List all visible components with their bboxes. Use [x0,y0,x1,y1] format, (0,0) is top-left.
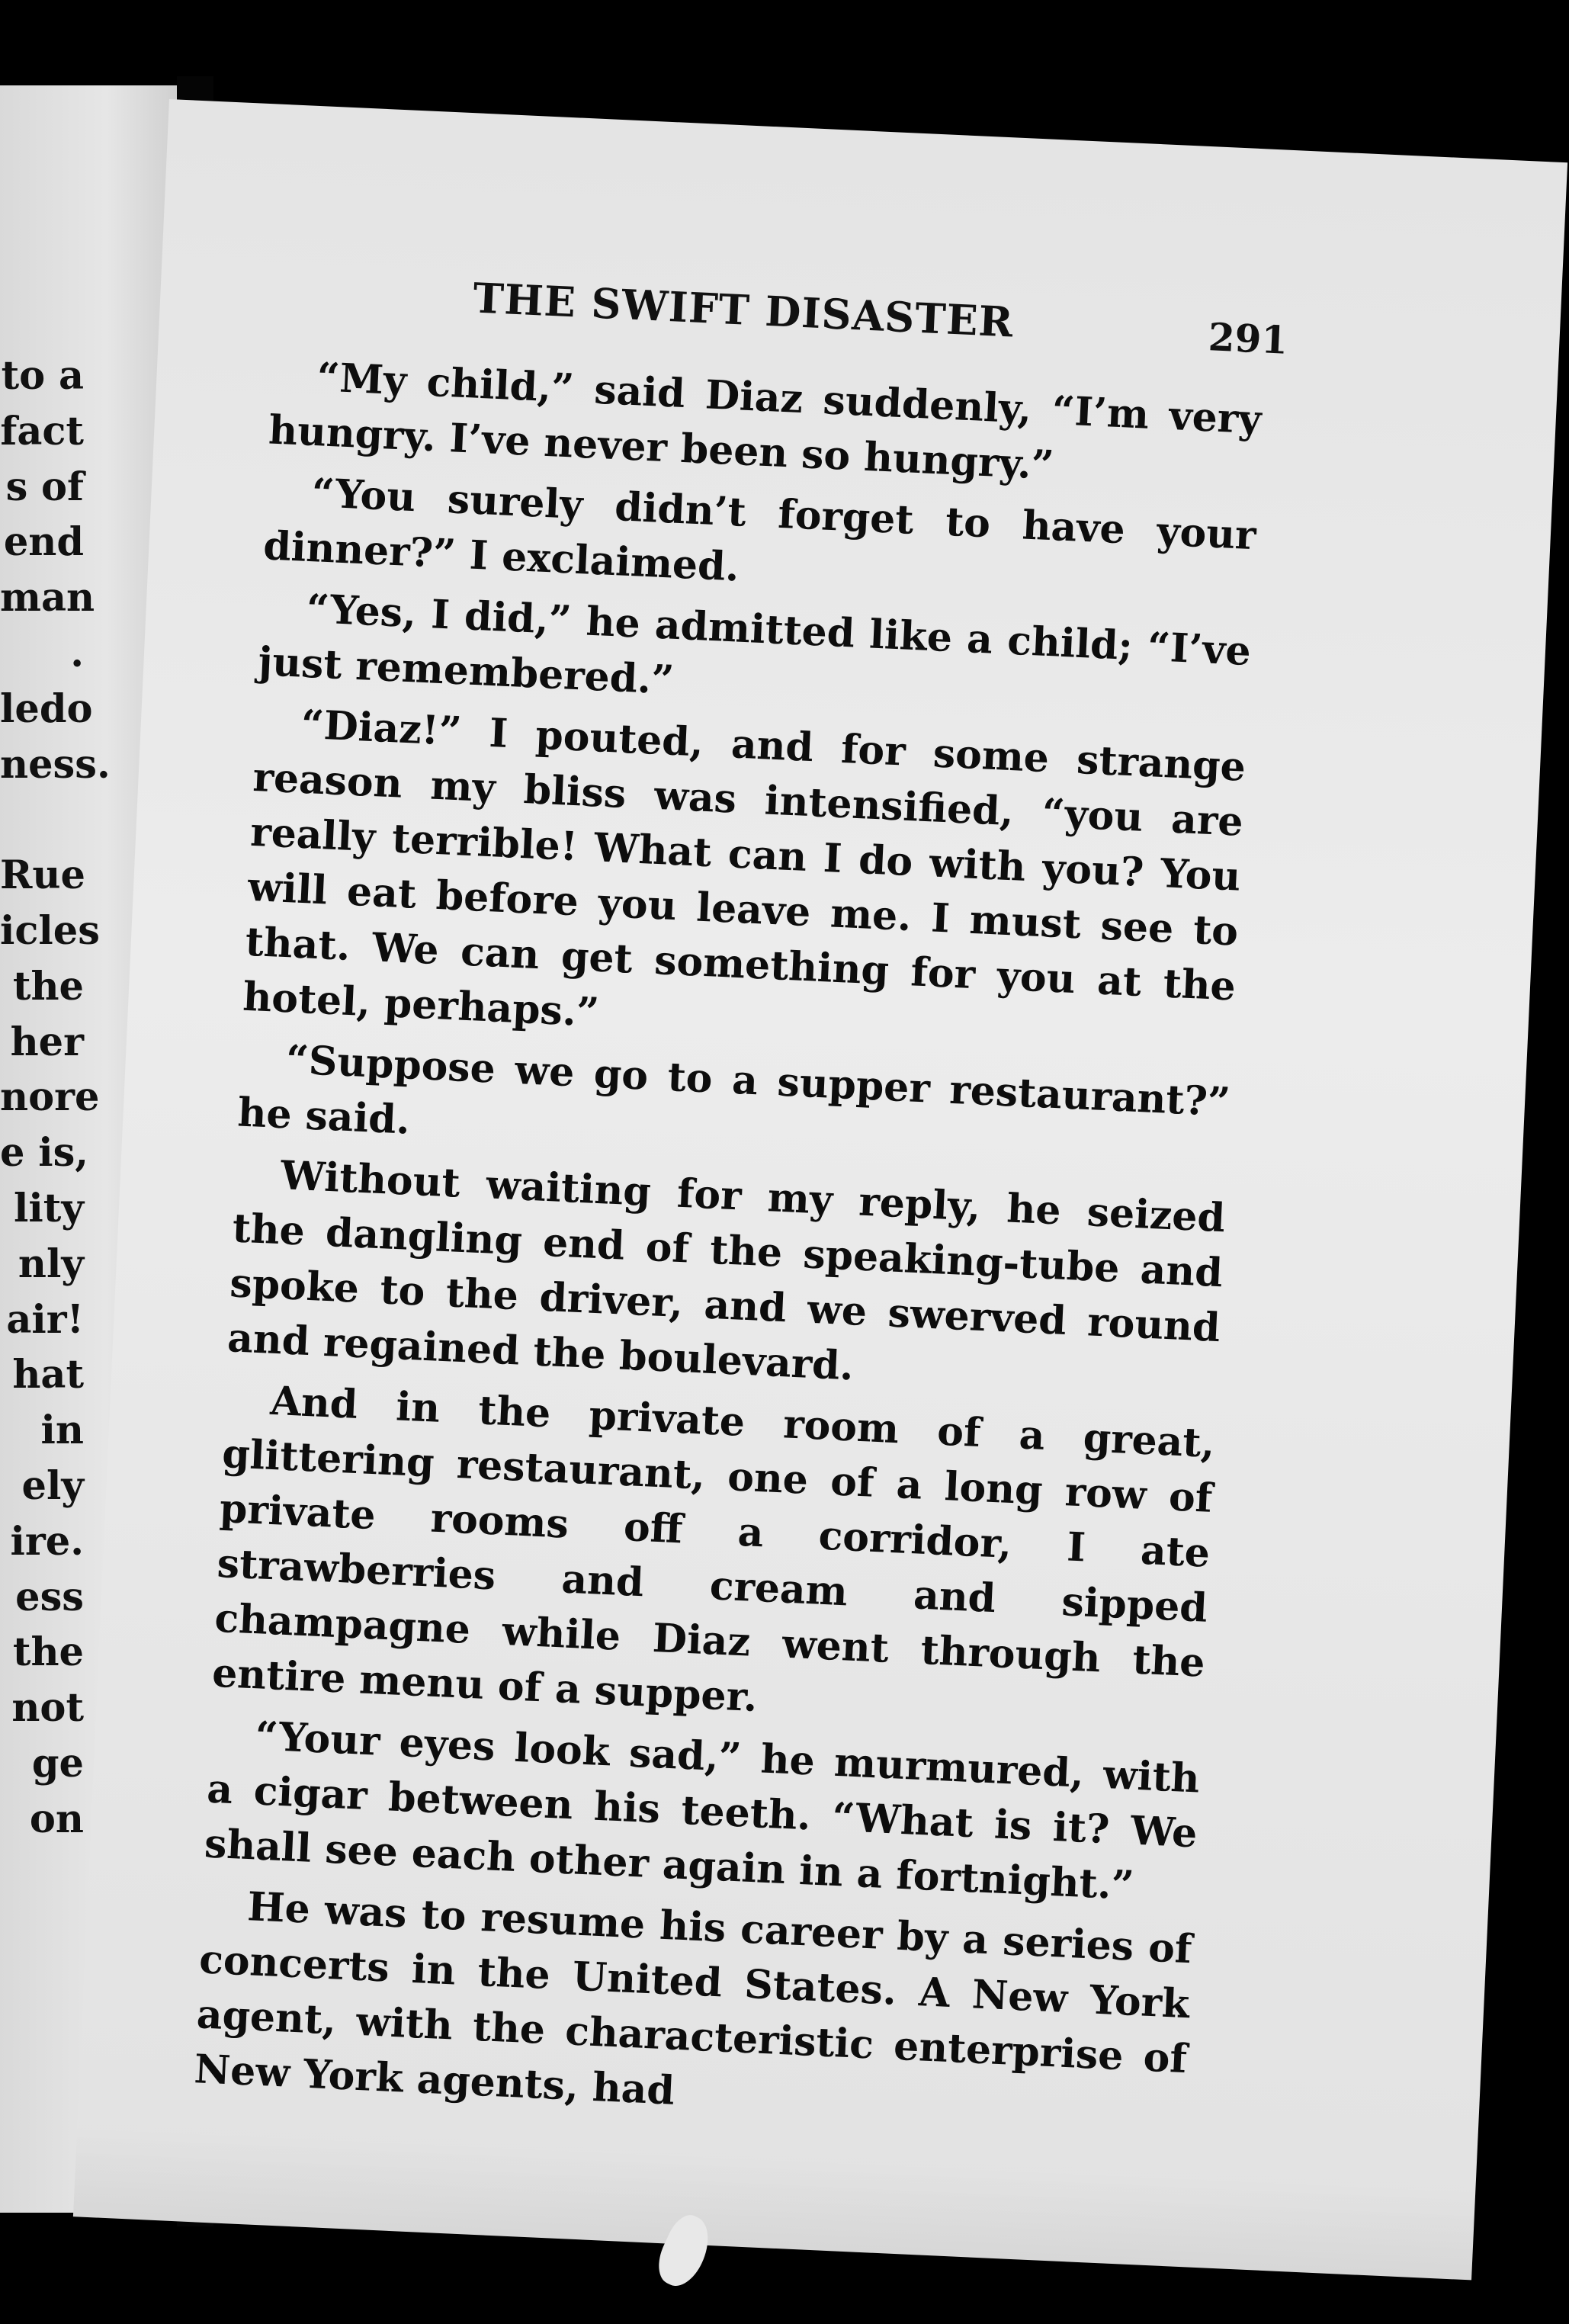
previous-page-line: not [11,1685,84,1732]
previous-page-line: ire. [10,1518,84,1565]
page-number: 291 [1207,314,1289,363]
page-content [193,265,1289,2148]
previous-page-line: her [10,1019,84,1065]
previous-page-line: Rue [0,852,85,899]
previous-page-line: nly [18,1241,84,1287]
previous-page-line: air! [6,1296,84,1343]
book-page [73,99,1567,2280]
previous-page-line: ely [21,1462,84,1509]
paragraph: “Your eyes look sad,” he murmured, with a cigar between his teeth. “What is it? We shall see each other again in a fortnight.” [203,1713,1201,1909]
page-bottom-shading [73,2125,1476,2280]
previous-page-line: hat [12,1352,84,1398]
previous-page-line: the [12,963,84,1010]
paragraph: “You surely didn’t forget to have your dinner?” I exclaimed. [262,470,1257,591]
previous-page-line: to a [1,353,84,399]
previous-page-line: end [3,519,84,566]
previous-page-line: s of [5,464,84,510]
previous-page-line: e is, [0,1130,89,1176]
body-text [193,348,1263,2142]
paragraph: “Diaz!” I pouted, and for some strange reason my bliss was intensified, “you are really terrible! What can I do with you? You will eat before you leave me. I must see to that. We can get something for you at the hotel, perhaps.” [242,701,1247,1036]
previous-page-line: nore [0,1074,100,1121]
paragraph: Without waiting for my reply, he seized the dangling end of the speaking-tube and spoke to the driver, and we swerved round and regained the boulevard. [226,1152,1227,1390]
previous-page-line: man [0,575,95,621]
previous-page-line: ness. [0,741,111,788]
previous-page-line: lity [14,1185,84,1231]
running-title: THE SWIFT DISASTER [472,273,1015,347]
paragraph: “Suppose we go to a supper restaurant?” he said. [236,1036,1232,1144]
paragraph: “My child,” said Diaz suddenly, “I’m very hungry. I’ve never been so hungry.” [268,354,1263,490]
previous-page-line: on [29,1796,84,1842]
paragraph: “Yes, I did,” he admitted like a child; “I’ve just remembered.” [257,585,1252,704]
previous-page-line: ess [15,1574,84,1620]
previous-page-line: . [70,630,84,676]
paragraph: He was to resume his career by a series of concerts in the United States. A New York agent, with the characteristic enterprise of New York agents, had [193,1883,1193,2114]
previous-page-line: icles [0,907,100,954]
previous-page-line: the [12,1629,84,1676]
previous-page-line: ledo [0,685,93,732]
paragraph: And in the private room of a great, glittering restaurant, one of a long row of private rooms off a corridor, I ate strawberries and cream and sipped champagne while Diaz went through the entire menu of a supper. [211,1377,1216,1722]
previous-page-line: fact [0,408,84,454]
previous-page-line: in [40,1408,84,1454]
previous-page-line: ge [31,1740,84,1786]
